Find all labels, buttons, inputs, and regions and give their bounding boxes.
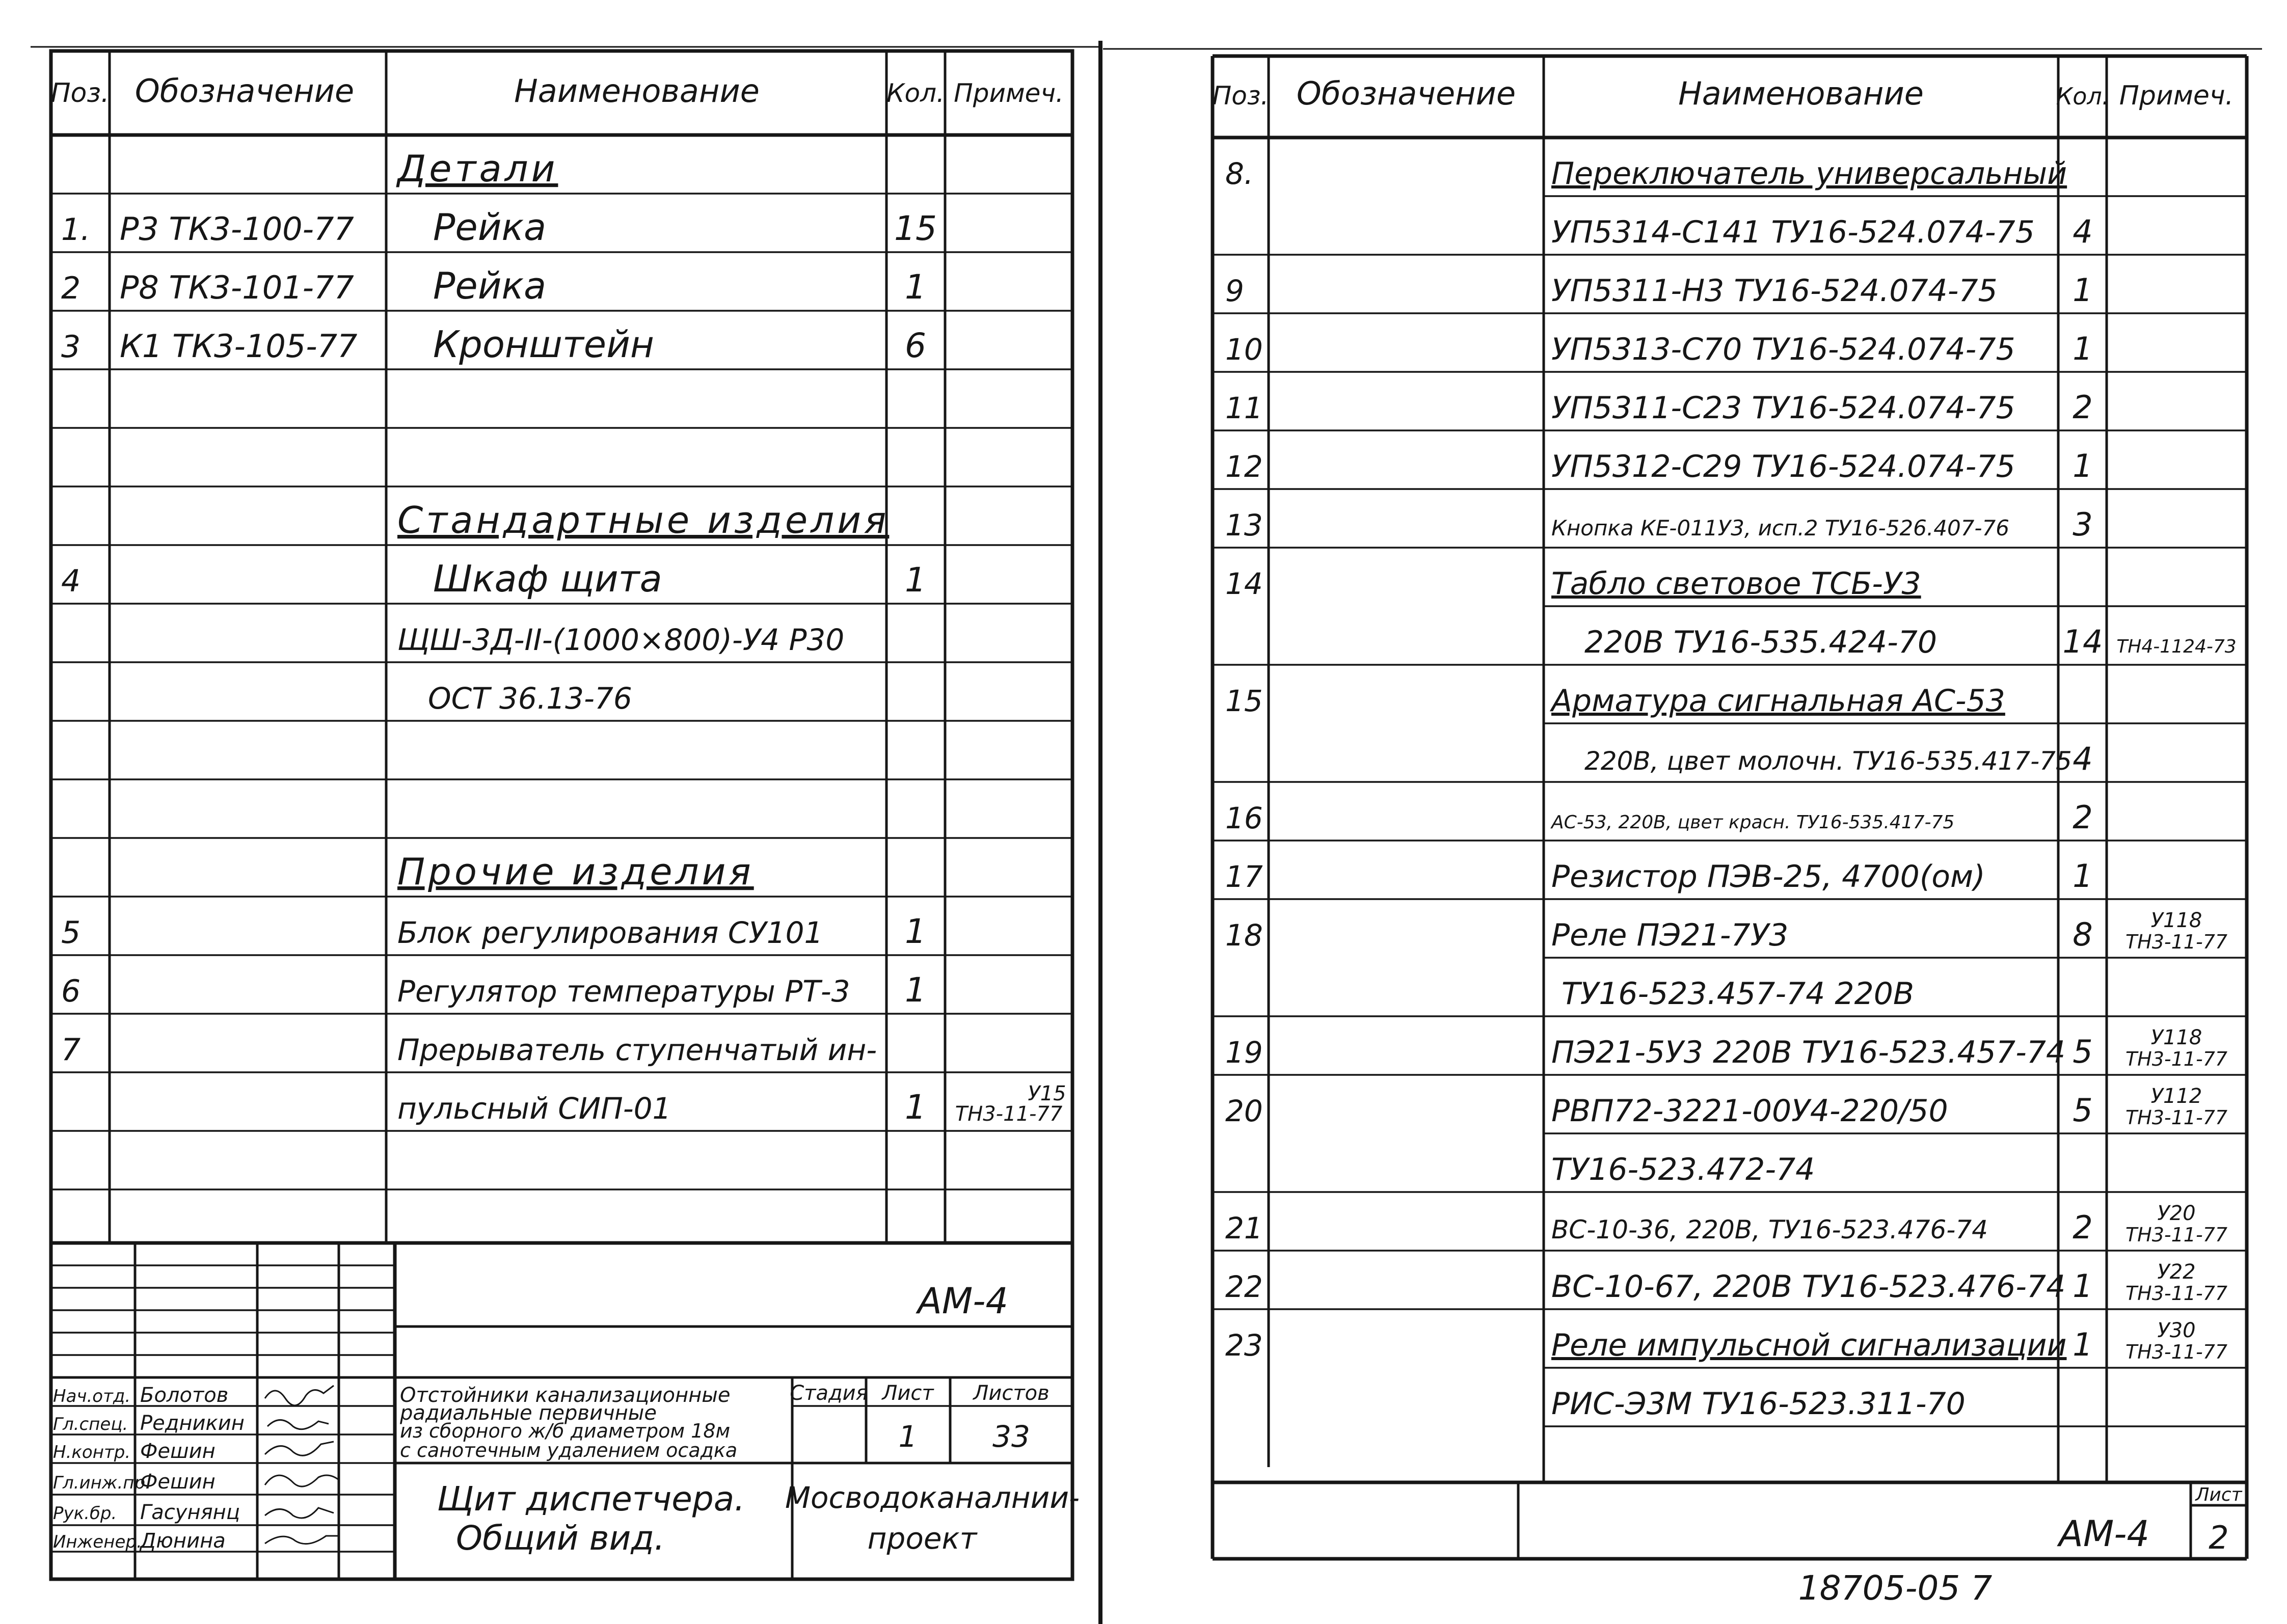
right-row-name: УП5311-Н3 ТУ16-524.074-75 bbox=[1551, 273, 1998, 309]
stamp-person-name: Дюнина bbox=[140, 1529, 226, 1553]
left-table-body bbox=[61, 147, 1066, 1127]
stamp-sheets-label: Листов bbox=[973, 1382, 1050, 1405]
left-row-pos: 1. bbox=[61, 212, 91, 248]
right-row-pos: 8. bbox=[1225, 156, 1254, 191]
right-row-qty: 4 bbox=[2073, 740, 2093, 777]
left-row-name: Прерыватель ступенчатый ин- bbox=[397, 1033, 877, 1067]
right-row-name: ВС-10-36, 220В, ТУ16-523.476-74 bbox=[1551, 1215, 1988, 1244]
left-row-name: Рейка bbox=[433, 206, 547, 249]
left-header-qty: Кол. bbox=[886, 78, 945, 108]
left-stamp-code: АМ-4 bbox=[917, 1280, 1009, 1322]
left-header-note: Примеч. bbox=[954, 78, 1064, 108]
stamp-person-name: Фешин bbox=[140, 1470, 216, 1494]
stamp-person-name: Фешин bbox=[140, 1440, 216, 1463]
right-row-qty: 5 bbox=[2073, 1033, 2093, 1070]
stamp-role: Нач.отд. bbox=[53, 1386, 131, 1406]
left-header-designation: Обозначение bbox=[134, 72, 355, 110]
right-row-pos: 9 bbox=[1225, 274, 1244, 308]
left-row-qty: 15 bbox=[894, 209, 937, 248]
right-row-name: 220В ТУ16-535.424-70 bbox=[1584, 625, 1938, 660]
left-row-designation: Р8 ТК3-101-77 bbox=[120, 269, 354, 306]
left-row-name: пульсный СИП-01 bbox=[397, 1091, 671, 1126]
right-row-name: ВС-10-67, 220В ТУ16-523.476-74 bbox=[1551, 1269, 2066, 1305]
stamp-sheets-value: 33 bbox=[992, 1419, 1030, 1454]
left-row-pos: 2 bbox=[61, 270, 81, 306]
right-row-note-ref: ТН3-11-77 bbox=[2125, 1341, 2228, 1363]
left-row-pos: 4 bbox=[61, 563, 81, 599]
right-row-name: Арматура сигнальная АС-53 bbox=[1551, 683, 2005, 719]
stamp-description-line3: из сборного ж/б диаметром 18м bbox=[400, 1420, 731, 1442]
right-row-name: УП5314-С141 ТУ16-524.074-75 bbox=[1551, 214, 2035, 250]
right-row-pos: 22 bbox=[1225, 1269, 1263, 1304]
right-row-name: УП5313-С70 ТУ16-524.074-75 bbox=[1551, 332, 2015, 367]
right-row-qty: 2 bbox=[2073, 1209, 2093, 1246]
stamp-stage-label: Стадия bbox=[790, 1382, 868, 1405]
stamp-org-line2: проект bbox=[867, 1521, 977, 1556]
right-row-name: Кнопка КЕ-011У3, исп.2 ТУ16-526.407-76 bbox=[1551, 516, 2009, 540]
right-title-block bbox=[2057, 1484, 2243, 1556]
left-row-qty: 1 bbox=[905, 267, 926, 307]
stamp-sheet-value: 1 bbox=[898, 1419, 918, 1454]
right-header-pos: Поз. bbox=[1212, 81, 1269, 111]
stamp-title-line2: Общий вид. bbox=[456, 1519, 665, 1558]
right-row-name: Переключатель универсальный bbox=[1551, 156, 2067, 192]
left-table-header bbox=[50, 72, 1063, 110]
right-row-qty: 1 bbox=[2073, 1326, 2093, 1363]
right-row-pos: 10 bbox=[1225, 332, 1263, 367]
stamp-role: Инженер. bbox=[53, 1532, 142, 1552]
left-row-qty: 1 bbox=[905, 1088, 926, 1127]
right-row-name: ТУ16-523.472-74 bbox=[1551, 1152, 1815, 1187]
left-header-pos: Поз. bbox=[50, 78, 110, 109]
left-header-name: Наименование bbox=[514, 72, 760, 110]
right-table-header bbox=[1213, 75, 2234, 112]
right-row-qty: 14 bbox=[2062, 623, 2103, 660]
right-row-pos: 12 bbox=[1225, 449, 1263, 484]
right-row-name: УП5312-С29 ТУ16-524.074-75 bbox=[1551, 449, 2015, 484]
right-row-qty: 3 bbox=[2073, 506, 2093, 543]
right-row-note: У118 bbox=[2150, 1026, 2202, 1049]
right-row-qty: 5 bbox=[2073, 1092, 2093, 1129]
right-row-name: 220В, цвет молочн. ТУ16-535.417-75 bbox=[1584, 746, 2072, 776]
stamp-role: Рук.бр. bbox=[53, 1503, 117, 1524]
right-header-qty: Кол. bbox=[2056, 83, 2110, 110]
right-stamp-code: АМ-4 bbox=[2058, 1513, 2150, 1555]
left-row-name: Рейка bbox=[433, 264, 547, 307]
right-row-pos: 19 bbox=[1225, 1035, 1263, 1070]
right-row-pos: 14 bbox=[1225, 566, 1263, 601]
stamp-sheet-label: Лист bbox=[882, 1382, 934, 1405]
archive-number: 18705-05 7 bbox=[1798, 1568, 1993, 1608]
stamp-role: Гл.инж.пр. bbox=[53, 1473, 151, 1493]
right-row-name: АС-53, 220В, цвет красн. ТУ16-535.417-75 bbox=[1551, 812, 1955, 833]
right-stamp-sheet-value: 2 bbox=[2209, 1519, 2229, 1556]
stamp-description-line1: Отстойники канализационные bbox=[400, 1384, 731, 1407]
right-row-pos: 20 bbox=[1225, 1094, 1263, 1128]
right-header-name: Наименование bbox=[1678, 75, 1924, 112]
right-row-name: РВП72-3221-00У4-220/50 bbox=[1551, 1093, 1948, 1129]
left-row-qty: 1 bbox=[905, 560, 926, 600]
right-row-note-ref: ТН3-11-77 bbox=[2125, 1224, 2228, 1246]
left-row-name: Блок регулирования СУ101 bbox=[397, 915, 823, 950]
right-row-qty: 1 bbox=[2073, 272, 2093, 309]
left-row-pos: 3 bbox=[61, 329, 81, 365]
left-row-name: Детали bbox=[397, 147, 558, 190]
left-title-block bbox=[53, 1280, 1080, 1558]
right-row-qty: 2 bbox=[2073, 799, 2093, 836]
right-row-name: Реле ПЭ21-7У3 bbox=[1551, 917, 1789, 953]
left-row-designation: К1 ТК3-105-77 bbox=[120, 328, 358, 365]
right-row-name: РИС-Э3М ТУ16-523.311-70 bbox=[1551, 1386, 1966, 1422]
right-row-qty: 1 bbox=[2073, 330, 2093, 367]
right-row-pos: 17 bbox=[1225, 859, 1263, 894]
stamp-role: Гл.спец. bbox=[53, 1414, 128, 1434]
stamp-title-line1: Щит диспетчера. bbox=[437, 1479, 745, 1519]
left-row-qty: 6 bbox=[905, 326, 926, 365]
right-row-qty: 4 bbox=[2073, 213, 2093, 250]
right-row-name: ПЭ21-5У3 220В ТУ16-523.457-74 bbox=[1551, 1035, 2066, 1070]
right-row-note-ref: ТН3-11-77 bbox=[2125, 1282, 2228, 1305]
stamp-person-name: Болотов bbox=[140, 1384, 229, 1407]
stamp-description-line4: с санотечным удалением осадка bbox=[400, 1439, 738, 1461]
stamp-person-name: Гасунянц bbox=[140, 1501, 240, 1524]
left-row-pos: 5 bbox=[61, 915, 81, 951]
stamp-signatures bbox=[265, 1386, 339, 1544]
right-row-name: Реле импульсной сигнализации bbox=[1551, 1328, 2067, 1363]
right-row-pos: 11 bbox=[1225, 391, 1263, 425]
left-row-note: У15 bbox=[1028, 1082, 1066, 1105]
right-row-pos: 13 bbox=[1225, 508, 1263, 543]
left-row-name: Шкаф щита bbox=[433, 557, 662, 600]
right-header-designation: Обозначение bbox=[1296, 75, 1516, 112]
left-row-name: Кронштейн bbox=[433, 323, 654, 366]
left-row-name: Прочие изделия bbox=[397, 850, 754, 893]
right-row-qty: 1 bbox=[2073, 857, 2093, 895]
right-row-qty: 8 bbox=[2073, 916, 2093, 953]
right-row-note: У112 bbox=[2150, 1085, 2202, 1108]
right-row-note-ref: ТН3-11-77 bbox=[2125, 931, 2228, 953]
right-row-note: У30 bbox=[2157, 1319, 2196, 1342]
right-row-pos: 15 bbox=[1225, 684, 1263, 718]
right-row-pos: 23 bbox=[1225, 1328, 1263, 1363]
left-row-note-ref: ТН3-11-77 bbox=[955, 1102, 1063, 1126]
right-row-pos: 16 bbox=[1225, 801, 1263, 835]
right-row-pos: 18 bbox=[1225, 918, 1263, 953]
right-row-name: УП5311-С23 ТУ16-524.074-75 bbox=[1551, 390, 2015, 426]
left-row-qty: 1 bbox=[905, 912, 926, 951]
right-row-note: У20 bbox=[2157, 1202, 2196, 1225]
right-row-note: У22 bbox=[2157, 1260, 2196, 1284]
right-row-qty: 1 bbox=[2073, 447, 2093, 484]
right-row-note: ТН4-1124-73 bbox=[2116, 636, 2237, 657]
stamp-role: Н.контр. bbox=[53, 1442, 131, 1463]
right-row-note-ref: ТН3-11-77 bbox=[2125, 1106, 2228, 1129]
right-row-note-ref: ТН3-11-77 bbox=[2125, 1048, 2228, 1070]
right-header-note: Примеч. bbox=[2119, 80, 2234, 111]
right-row-qty: 1 bbox=[2073, 1267, 2093, 1305]
right-row-name: ТУ16-523.457-74 220В bbox=[1562, 976, 1915, 1012]
left-row-pos: 7 bbox=[61, 1032, 81, 1068]
right-row-name: Табло световое ТСБ-У3 bbox=[1551, 566, 1921, 602]
stamp-person-name: Редникин bbox=[140, 1412, 245, 1435]
left-row-qty: 1 bbox=[905, 970, 926, 1010]
left-row-pos: 6 bbox=[61, 973, 81, 1009]
left-row-name: Стандартные изделия bbox=[397, 499, 890, 542]
left-row-name: ОСТ 36.13-76 bbox=[428, 681, 632, 716]
left-row-name: Регулятор температуры РТ-3 bbox=[397, 974, 850, 1009]
stamp-description-line2: радиальные первичные bbox=[400, 1401, 657, 1425]
right-stamp-sheet-label: Лист bbox=[2195, 1484, 2242, 1505]
right-row-note: У118 bbox=[2150, 909, 2202, 932]
right-row-name: Резистор ПЭВ-25, 4700(ом) bbox=[1551, 859, 1985, 895]
right-row-qty: 2 bbox=[2073, 389, 2093, 426]
right-table-body bbox=[1225, 156, 2237, 1422]
stamp-org-line1: Мосводоканалнии- bbox=[785, 1480, 1080, 1515]
left-row-name: ЩШ-3Д-II-(1000×800)-У4 Р30 bbox=[397, 622, 845, 657]
right-row-pos: 21 bbox=[1225, 1211, 1263, 1246]
left-row-designation: Р3 ТК3-100-77 bbox=[120, 210, 354, 248]
